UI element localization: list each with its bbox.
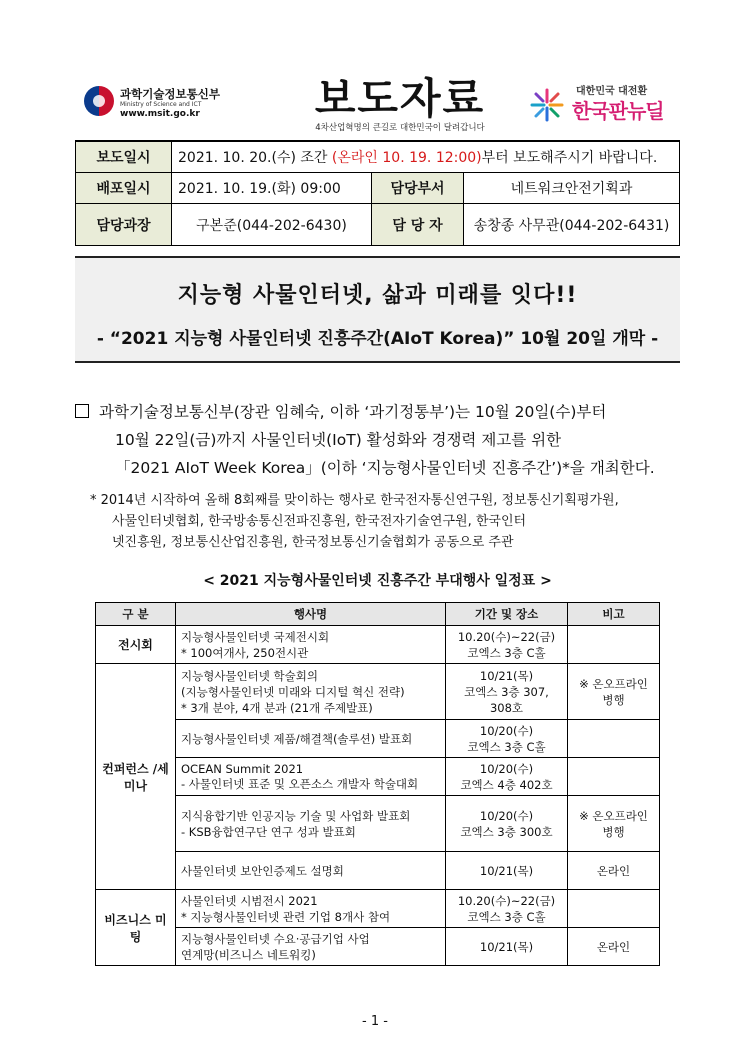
place-line: 10/21(목) — [479, 939, 534, 954]
table-row — [96, 626, 660, 664]
event-line: (지능형사물인터넷 미래와 디지털 혁신 전략) — [181, 684, 405, 699]
place-line: 코엑스 3층 C홀 — [467, 739, 546, 754]
event-line: * 3개 분야, 4개 분과 (21개 주제발표) — [181, 700, 373, 715]
distribution-row — [76, 173, 680, 204]
distribution-label: 배포일시 — [76, 173, 172, 204]
place-line: 10/20(수) — [479, 808, 534, 823]
newdeal-logo — [530, 80, 700, 124]
department-label: 담당부서 — [372, 173, 464, 204]
table-row — [96, 664, 660, 720]
contact-row — [76, 204, 680, 246]
event-name — [176, 928, 446, 966]
ministry-url: www.msit.go.kr — [120, 109, 200, 119]
event-line: * 100여개사, 250전시관 — [181, 645, 309, 660]
place-line: 코엑스 4층 402호 — [460, 777, 553, 792]
table-row — [96, 852, 660, 890]
document-slogan: 4차산업혁명의 큰길로 대한민국이 달려갑니다 — [315, 123, 485, 133]
event-line: 지식융합기반 인공지능 기술 및 사업화 발표회 — [181, 808, 411, 823]
event-line: 지능형사물인터넷 제품/해결책(솔루션) 발표회 — [181, 731, 413, 746]
place-line: 코엑스 3층 300호 — [460, 824, 553, 839]
event-line: - KSB융합연구단 연구 성과 발표회 — [181, 824, 356, 839]
event-place — [446, 852, 568, 890]
report-date-prefix: 2021. 10. 20.(수) 조간 — [178, 150, 332, 166]
event-name — [176, 664, 446, 720]
event-place — [446, 664, 568, 720]
place-line: 10/21(목) — [479, 668, 534, 683]
report-date-label: 보도일시 — [76, 141, 172, 173]
event-name — [176, 852, 446, 890]
ministry-name: 과학기술정보통신부 — [120, 87, 220, 101]
event-place — [446, 720, 568, 758]
manager-value: 구본준(044-202-6430) — [172, 204, 372, 246]
report-date-row — [76, 141, 680, 173]
event-place — [446, 890, 568, 928]
schedule-table — [95, 602, 660, 966]
event-note — [568, 890, 660, 928]
event-name — [176, 626, 446, 664]
header-event: 행사명 — [176, 603, 446, 626]
event-name — [176, 720, 446, 758]
event-name — [176, 796, 446, 852]
staff-label: 담 당 자 — [372, 204, 464, 246]
event-line: 사물인터넷 보안인증제도 설명회 — [181, 863, 344, 878]
paragraph-line: 10월 22일(금)까지 사물인터넷(IoT) 활성화와 경쟁력 제고를 위한 — [115, 431, 562, 449]
report-date-value — [172, 141, 680, 173]
table-row — [96, 758, 660, 796]
paragraph-line: 「2021 AIoT Week Korea」(이하 ‘지능형사물인터넷 진흥주간’)*을 개최한다. — [115, 459, 655, 477]
event-line: 사물인터넷 시범전시 2021 — [181, 893, 318, 908]
place-line: 308호 — [489, 700, 524, 715]
event-note: 온라인 — [568, 928, 660, 966]
place-line: 코엑스 3층 307, — [464, 684, 549, 699]
event-note: ※ 온오프라인 병행 — [568, 796, 660, 852]
event-note — [568, 758, 660, 796]
event-name — [176, 758, 446, 796]
event-line: * 지능형사물인터넷 관련 기업 8개사 참여 — [181, 909, 391, 924]
table-row — [96, 796, 660, 852]
event-note — [568, 626, 660, 664]
newdeal-star-icon — [530, 88, 564, 122]
event-line: - 사물인터넷 표준 및 오픈소스 개발자 학술대회 — [181, 776, 419, 791]
event-line: 지능형사물인터넷 수요·공급기업 사업 — [181, 931, 370, 946]
category-conference: 컨퍼런스 /세미나 — [96, 664, 176, 890]
body-paragraph — [75, 398, 680, 482]
place-line: 10/20(수) — [479, 723, 534, 738]
newdeal-tagline: 대한민국 대전환 — [576, 86, 648, 97]
report-date-suffix: 부터 보도해주시기 바랍니다. — [481, 150, 658, 166]
manager-label: 담당과장 — [76, 204, 172, 246]
event-name — [176, 890, 446, 928]
footnote — [90, 490, 680, 553]
department-value: 네트워크안전기획과 — [464, 173, 680, 204]
headline-subtitle: - “2021 지능형 사물인터넷 진흥주간(AIoT Korea)” 10월 20일 개막 - — [96, 329, 659, 349]
page-number: - 1 - — [362, 1014, 388, 1029]
event-note — [568, 720, 660, 758]
table-row — [96, 720, 660, 758]
header-period: 기간 및 장소 — [446, 603, 568, 626]
document-title: 보도자료 — [314, 74, 486, 123]
category-exhibition: 전시회 — [96, 626, 176, 664]
place-line: 10.20(수)~22(금) — [457, 893, 556, 908]
paragraph-text: 과학기술정보통신부(장관 임혜숙, 이하 ‘과기정통부’)는 10월 20일(수)부터 — [99, 403, 607, 421]
place-line: 10/20(수) — [479, 761, 534, 776]
ministry-logo — [84, 82, 244, 124]
place-line: 10/21(목) — [479, 863, 534, 878]
event-place — [446, 626, 568, 664]
report-date-online: (온라인 10. 19. 12:00) — [331, 150, 482, 166]
table-row — [96, 928, 660, 966]
headline-title: 지능형 사물인터넷, 삶과 미래를 잇다!! — [177, 283, 578, 308]
event-place — [446, 758, 568, 796]
event-note: 온라인 — [568, 852, 660, 890]
event-line: 지능형사물인터넷 학술회의 — [181, 668, 318, 683]
newdeal-wordmark: 한국판뉴딜 — [572, 99, 664, 123]
headline-box — [75, 256, 680, 363]
schedule-header-row — [96, 603, 660, 626]
footnote-line: * 2014년 시작하여 올해 8회째를 맞이하는 행사로 한국전자통신연구원, 정보통신기획평가원, — [90, 493, 619, 508]
event-line: 연계망(비즈니스 네트워킹) — [181, 947, 316, 962]
event-line: OCEAN Summit 2021 — [181, 761, 304, 776]
schedule-caption: < 2021 지능형사물인터넷 진흥주간 부대행사 일정표 > — [203, 573, 552, 589]
bullet-square-icon — [75, 404, 89, 418]
event-place — [446, 796, 568, 852]
footnote-line: 사물인터넷협회, 한국방송통신전파진흥원, 한국전자기술연구원, 한국인터 — [112, 514, 527, 529]
event-place — [446, 928, 568, 966]
table-row — [96, 890, 660, 928]
place-line: 10.20(수)~22(금) — [457, 629, 556, 644]
footnote-line: 넷진흥원, 정보통신산업진흥원, 한국정보통신기술협회가 공동으로 주관 — [112, 535, 514, 550]
header-note: 비고 — [568, 603, 660, 626]
staff-value: 송창종 사무관(044-202-6431) — [464, 204, 680, 246]
place-line: 코엑스 3층 C홀 — [467, 645, 546, 660]
release-info-table — [75, 140, 680, 246]
taegeuk-emblem-icon — [84, 86, 114, 116]
category-business-meeting: 비즈니스 미팅 — [96, 890, 176, 966]
header-category: 구 분 — [96, 603, 176, 626]
event-line: 지능형사물인터넷 국제전시회 — [181, 629, 330, 644]
distribution-value: 2021. 10. 19.(화) 09:00 — [172, 173, 372, 204]
event-note: ※ 온오프라인 병행 — [568, 664, 660, 720]
paragraph-line — [75, 398, 680, 426]
place-line: 코엑스 3층 C홀 — [467, 909, 546, 924]
ministry-name-en: Ministry of Science and ICT — [120, 101, 202, 108]
